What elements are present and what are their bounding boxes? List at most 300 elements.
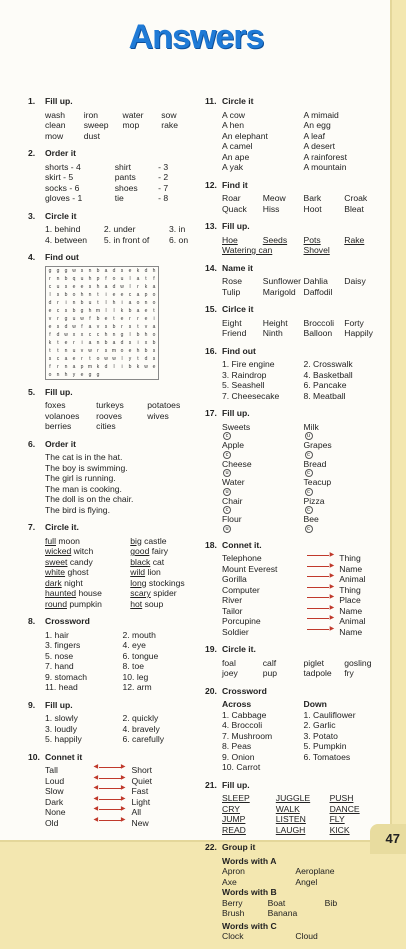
answer-row: Cheese u Bread c [222,458,327,476]
answer-row: 9. Onion 6. Tomatoes [222,751,351,762]
grid-letter: s [48,355,52,362]
answer-row: Axe Angel [222,876,318,887]
grid-letter: a [104,283,108,290]
grid-letter: i [65,299,67,306]
grid-letter: n [88,291,92,298]
grid-letter: a [112,339,116,346]
answer-row: Eight Height Broccoli Forty [222,317,364,328]
grid-letter: t [145,275,147,282]
question-11: 11. Circle it A cow A mimaid A hen An egg An elephant A leaf A camel A desert An ape A rainforest A yak A mountain [205,96,385,173]
answer-row: 1. slowly 2. quickly [45,713,159,723]
question-19: 19. Circle it. foal calf piglet gosling joey pup tadpole fry [205,644,385,679]
answer-row: shorts - 4 shirt - 3 [45,161,169,172]
grid-letter: w [80,315,84,322]
answer-row: Flour u Bee c [222,514,319,532]
grid-letter: b [128,363,132,370]
grid-letter: l [129,275,131,282]
grid-letter: q [72,275,76,282]
question-22: 22. Group it Words with A Apron Aeroplane Axe Angel Words with B Berry Boat Bib Brush Banana Words with C Clock Cloud [205,842,385,942]
answer-row: 4. Broccoli 2. Garlic [222,720,336,730]
question-13: 13. Fill up. Hoe Seeds Pots Rake Watering can Shovel [205,221,385,256]
answer-row: 1. hair 2. mouth [45,629,156,640]
answer-row: 8. Peas 5. Pumpkin [222,741,347,751]
grid-letter: l [129,283,131,290]
grid-letter: n [112,331,116,338]
answer-row: Mount Everest ▶ Name [222,562,363,574]
answer-row: 9. stomach 10. leg [45,671,149,682]
grid-letter: e [144,307,148,314]
grid-letter: r [137,283,139,290]
double-arrow-icon: ▶ ◀ [95,776,125,782]
question-21: 21. Fill up. SLEEP JUGGLE PUSH CRY WALK DANCE JUMP LISTEN FLY READ LAUGH KICK [205,780,385,836]
question-12: 12. Find it Roar Meow Bark Croak Quack Hiss Hoot Bleat [205,180,385,215]
arrow-icon: ▶ [303,627,333,633]
grid-letter: c [96,331,100,338]
answer-row: full moon big castle [45,535,167,546]
answer-row: Computer ▶ Thing [222,583,361,595]
question-2: 2. Order it shorts - 4 shirt - 3 skirt - 5 pants - 2 socks - 6 shoes - 7 gloves - 1 tie - 8 [28,148,200,204]
answer-row: None ▶ ◀ All [45,807,200,818]
sentence: The bird is flying. [45,504,110,515]
sentence: The cat is in the hat. [45,452,123,462]
grid-letter: e [112,291,116,298]
grid-letter: x [144,339,148,346]
answer-row: 10. Carrot [222,762,261,772]
grid-letter: f [105,275,107,282]
grid-letter: l [113,307,115,314]
answer-row: Quack Hiss Hoot Bleat [222,203,364,214]
grid-letter: g [120,331,124,338]
answer-row: clean sweep mop rake [45,120,178,130]
grid-letter: s [120,267,124,274]
grid-letter: b [64,275,68,282]
answer-row: volanoes rooves wives [45,410,169,421]
grid-letter: o [152,299,156,306]
question-7: 7. Circle it. full moon big castle wicked witch good fairy sweet candy black cat white ghost wild lion dark night long stockings haunted house scary spider round pumpkin hot soup [28,522,200,609]
grid-letter: i [153,315,155,322]
grid-letter: w [88,347,92,354]
answer-row: 7. Mushroom 3. Potato [222,730,338,741]
answer-row: Apple c Grapes c [222,440,332,458]
answer-row: Watering can Shovel [222,245,330,255]
grid-letter: o [152,291,156,298]
grid-letter: e [80,283,84,290]
grid-letter: g [64,267,68,274]
grid-letter: w [120,283,124,290]
group-heading: Words with C [222,920,277,931]
grid-letter: d [120,339,124,346]
answer-row: JUMP LISTEN FLY [222,814,345,824]
grid-letter: l [105,299,107,306]
grid-letter: d [48,299,52,306]
group-heading: Words with A [222,855,277,866]
answer-row: sweet candy black cat [45,556,165,567]
answer-row: foxes turkeys potatoes [45,400,181,410]
grid-letter: l [105,307,107,314]
grid-letter: d [104,363,108,370]
grid-letter: l [121,355,123,362]
grid-letter: w [144,363,148,370]
grid-letter: i [121,299,123,306]
grid-letter: u [120,275,124,282]
answer-row: 11. head 12. arm [45,682,152,692]
grid-letter: w [64,331,68,338]
answer-row: Soldier ▶ Name [222,625,363,637]
grid-letter: o [152,331,156,338]
answer-row: Loud ▶ ◀ Quiet [45,776,200,787]
answer-row: Sweets c Milk u [222,421,319,439]
grid-letter: f [49,363,51,370]
answer-row: An ape A rainforest [222,151,347,162]
grid-letter: k [144,283,148,290]
arrow-icon: ▶ [303,595,333,601]
question-9: 9. Fill up. 1. slowly 2. quickly 3. loudly 4. bravely 5. happily 6. carefully [28,700,200,745]
answer-row: River ▶ Place [222,594,361,605]
grid-letter: k [136,267,140,274]
grid-letter: s [128,323,132,330]
grid-letter: k [48,339,52,346]
grid-letter: o [120,347,124,354]
answer-row: A camel A desert [222,141,336,151]
grid-letter: m [95,307,101,314]
answer-row: round pumpkin hot soup [45,598,164,609]
page-number: 47 [385,831,400,846]
grid-letter: w [104,355,108,362]
question-20: 20. Crossword Across Down 1. Cabbage 1. Cauliflower 4. Broccoli 2. Garlic 7. Mushroom 3. Potato 8. Peas 5. Pumpkin 9. Onion 6. Tomatoes 10. Carrot [205,686,385,773]
grid-letter: s [88,283,92,290]
answer-row: wicked witch good fairy [45,546,169,556]
grid-letter: r [121,323,123,330]
grid-letter: h [152,267,156,274]
grid-letter: y [128,355,132,362]
grid-letter: a [152,323,156,330]
answer-row: 5. nose 6. tongue [45,650,159,661]
grid-letter: e [144,315,148,322]
grid-letter: f [81,323,83,330]
grid-letter: a [88,323,92,330]
grid-letter: e [128,267,132,274]
grid-letter: a [136,291,140,298]
answer-row: Berry Boat Bib [222,897,338,908]
question-3: 3. Circle it 1. behind 2. under 3. in 4. between 5. in front of 6. on [28,211,200,246]
answer-row: Water u Teacup c [222,477,332,495]
answer-row: Clock Cloud [222,931,318,941]
grid-letter: b [144,347,148,354]
grid-letter: s [128,339,132,346]
answer-row: Chair c Pizza c [222,495,325,513]
grid-letter: r [81,355,83,362]
grid-letter: h [96,283,100,290]
grid-letter: d [64,323,68,330]
grid-letter: t [137,323,139,330]
answer-row: Apron Aeroplane [222,866,335,876]
answer-row: 3. Raindrop 4. Basketball [222,369,353,380]
left-column [28,96,200,835]
answer-row: foal calf piglet gosling [222,657,372,668]
question-1: 1. Fill up. wash iron water sow clean sweep mop rake mow dust [28,96,200,141]
grid-letter: p [80,363,84,370]
arrow-icon: ▶ [303,574,333,580]
word-search-grid [45,266,159,380]
grid-letter: a [128,299,132,306]
grid-letter: r [49,275,51,282]
grid-letter: c [56,307,60,314]
answer-row: gloves - 1 tie - 8 [45,193,169,203]
question-18: 18. Connet it. Telephone ▶ Thing Mount Everest ▶ Name Gorilla ▶ Animal Computer ▶ Thing River ▶ Place Tailor ▶ Name Porcupine ▶ Animal Soldier ▶ Name [205,540,385,638]
arrow-icon: ▶ [303,553,333,559]
grid-letter: e [128,347,132,354]
grid-letter: n [64,363,68,370]
grid-letter: n [72,299,76,306]
grid-letter: s [64,307,68,314]
answer-row: Hoe Seeds Pots Rake [222,234,365,245]
grid-letter: i [81,339,83,346]
grid-letter: h [80,291,84,298]
answer-row: socks - 6 shoes - 7 [45,182,169,193]
grid-letter: l [49,291,51,298]
grid-letter: r [57,299,59,306]
grid-letter: o [72,291,76,298]
grid-letter: h [104,331,108,338]
answer-row: 4. between 5. in front of 6. on [45,234,189,245]
answer-row: skirt - 5 pants - 2 [45,172,169,182]
grid-letter: r [57,315,59,322]
answer-row: A yak A mountain [222,162,347,172]
arrow-icon: ▶ [303,616,333,622]
grid-letter: s [104,323,108,330]
grid-letter: o [112,275,116,282]
grid-letter: m [111,347,117,354]
grid-letter: n [88,267,92,274]
sentence: The girl is running. [45,473,116,483]
double-arrow-icon: ▶ ◀ [95,786,125,792]
grid-letter: e [72,355,76,362]
grid-letter: e [120,315,124,322]
grid-letter: e [72,283,76,290]
grid-letter: t [113,315,115,322]
grid-letter: n [56,275,60,282]
grid-letter: n [144,299,148,306]
answer-row: Roar Meow Bark Croak [222,193,368,203]
answer-row: An elephant A leaf [222,130,326,141]
group-heading: Words with B [222,887,277,897]
grid-letter: b [152,339,156,346]
grid-letter: g [56,267,60,274]
page-title: Answers [128,18,264,56]
question-8: 8. Crossword 1. hair 2. mouth 3. fingers 4. eye 5. nose 6. tongue 7. hand 8. toe 9. stomach 10. leg 11. head 12. arm [28,616,200,693]
answer-row: Gorilla ▶ Animal [222,573,366,584]
question-5: 5. Fill up. foxes turkeys potatoes volanoes rooves wives berries cities [28,387,200,432]
grid-letter: u [72,315,76,322]
grid-letter: h [144,331,148,338]
grid-letter: g [80,307,84,314]
grid-letter: r [129,315,131,322]
answer-row: A hen An egg [222,120,331,130]
grid-letter: w [72,323,76,330]
grid-letter: u [88,299,92,306]
grid-letter: a [72,363,76,370]
grid-letter: v [80,347,84,354]
grid-letter: y [72,371,76,378]
grid-letter: t [97,299,99,306]
grid-letter: b [112,323,116,330]
answer-row: Telephone ▶ Thing [222,552,361,563]
answer-row: 7. hand 8. toe [45,661,145,671]
grid-letter: m [87,363,93,370]
grid-letter: g [48,267,52,274]
grid-letter: t [137,355,139,362]
answer-row: Brush Banana [222,908,298,918]
answer-row: SLEEP JUGGLE PUSH [222,793,354,803]
grid-letter: t [89,355,91,362]
answer-row: 5. Seashell 6. Pancake [222,380,347,390]
grid-letter: p [96,275,100,282]
sentence: The man is cooking. [45,483,122,494]
answer-row: 7. Cheesecake 8. Meatball [222,390,346,401]
question-6: 6. Order it The cat is in the hat. The boy is swimming. The girl is running. The man is cooking. The doll is on the chair. The bird is flying. [28,439,200,516]
grid-letter: f [153,275,155,282]
answer-row: haunted house scary spider [45,588,177,598]
answer-row: Tailor ▶ Name [222,604,363,616]
grid-letter: v [144,323,148,330]
answer-row: Rose Sunflower Dahlia Daisy [222,276,366,286]
answer-row: Tall ▶ ◀ Short [45,765,200,776]
grid-letter: b [64,291,68,298]
grid-letter: r [97,347,99,354]
grid-letter: g [96,371,100,378]
grid-letter: c [88,331,92,338]
grid-letter: k [96,363,100,370]
grid-letter: s [64,283,68,290]
double-arrow-icon: ▶ ◀ [95,765,125,771]
grid-letter: d [112,267,116,274]
grid-letter: n [96,339,100,346]
grid-letter: x [80,331,84,338]
answer-row: 3. loudly 4. bravely [45,723,160,734]
grid-letter: v [48,315,52,322]
grid-letter: v [96,323,100,330]
grid-letter: l [129,331,131,338]
answer-row: 1. Cabbage 1. Cauliflower [222,709,356,720]
grid-letter: b [96,315,100,322]
grid-letter: w [112,355,116,362]
grid-letter: n [64,347,68,354]
grid-letter: h [64,371,68,378]
question-15: 15. Cirlce it Eight Height Broccoli Forty Friend Ninth Balloon Happily [205,304,385,339]
answer-row: Slow ▶ ◀ Fast [45,786,200,797]
grid-letter: b [104,339,108,346]
question-17: 17. Fill up. Sweets c Milk u Apple c Grapes c Cheese u Bread c Water u Teacup c Chair c Pizza c Flour u Bee c [205,408,385,533]
grid-letter: e [80,371,84,378]
grid-letter: r [57,363,59,370]
grid-letter: c [128,291,132,298]
grid-letter: h [136,347,140,354]
grid-letter: l [113,363,115,370]
grid-letter: e [120,291,124,298]
grid-letter: s [56,291,60,298]
grid-letter: b [128,307,132,314]
grid-letter: g [64,315,68,322]
grid-letter: b [96,267,100,274]
grid-letter: h [112,299,116,306]
grid-letter: s [80,267,84,274]
grid-letter: e [48,323,52,330]
grid-letter: c [56,355,60,362]
answer-row: joey pup tadpole fry [222,668,354,678]
grid-letter: u [80,275,84,282]
answer-row: Tulip Marigold Daffodil [222,286,333,297]
answer-row: berries cities [45,421,116,431]
question-16: 16. Find out 1. Fire engine 2. Crosswalk 3. Raindrop 4. Basketball 5. Seashell 6. Pancake 7. Cheesecake 8. Meatball [205,346,385,402]
answer-row: 5. happily 6. carefully [45,734,165,744]
grid-letter: e [48,307,52,314]
grid-letter: k [136,363,140,370]
grid-letter: t [153,307,155,314]
question-10: 10. Connet it Tall ▶ ◀ Short Loud ▶ ◀ Quiet Slow ▶ ◀ Fast Dark ▶ ◀ Light None ▶ ◀ All Old ▶ ◀ New [28,752,200,829]
grid-letter: t [57,347,59,354]
sentence: The doll is on the chair. [45,494,134,504]
grid-letter: u [56,283,60,290]
grid-letter: g [88,371,92,378]
grid-letter: a [104,267,108,274]
grid-letter: n [56,371,60,378]
grid-letter: u [72,347,76,354]
answer-row: dark night long stockings [45,577,185,588]
arrow-icon: ▶ [303,585,333,591]
answer-row: Old ▶ ◀ New [45,818,200,829]
grid-letter: s [152,347,156,354]
grid-letter: a [88,339,92,346]
grid-letter: f [89,315,91,322]
grid-letter: a [152,283,156,290]
answer-row: READ LAUGH KICK [222,824,350,835]
grid-letter: r [73,339,75,346]
grid-letter: b [136,331,140,338]
grid-letter: i [137,339,139,346]
arrow-icon: ▶ [303,606,333,612]
grid-letter: d [144,267,148,274]
grid-letter: a [136,275,140,282]
right-column [205,96,385,949]
grid-letter: c [48,283,52,290]
answer-row: 1. Fire engine 2. Crosswalk [222,359,353,369]
grid-letter: d [112,283,116,290]
answer-row: 3. fingers 4. eye [45,640,146,650]
question-4: 4. Find out g g g w s n b a d s e k d h r n b q u h p f o u l a t f c u s e e s h a d w l r k a l s b o h n t i e e c a p o d r i n b u t l h i a o n o e c s b g h m l l k b a e t v r g u w f b e t e r r e i e s d w f a v s b r s t v a f d w x x c c h n g l b h o k t e r i a n b a d s i x b t t n u v w r s m o e h b s s c a e r t o w w l y t d s f r n a p m k d l i b k w e o n h y e g g [28,252,200,380]
answer-row: mow dust [45,130,100,141]
grid-letter: x [72,331,76,338]
grid-letter: i [121,363,123,370]
grid-letter: t [97,291,99,298]
arrow-icon: ▶ [303,564,333,570]
answer-row: A cow A mimaid [222,109,339,120]
double-arrow-icon: ▶ ◀ [95,818,125,824]
grid-letter: a [64,355,68,362]
grid-letter: o [136,299,140,306]
grid-letter: s [56,323,60,330]
grid-letter: e [152,363,156,370]
double-arrow-icon: ▶ ◀ [95,807,125,813]
grid-letter: a [136,307,140,314]
sentence: The boy is swimming. [45,462,128,473]
grid-letter: d [144,355,148,362]
grid-letter: f [49,331,51,338]
grid-letter: h [88,275,92,282]
grid-letter: s [152,355,156,362]
answer-row: 1. behind 2. under 3. in [45,224,186,234]
answer-row: Dark ▶ ◀ Light [45,797,200,808]
question-14: 14. Name it Rose Sunflower Dahlia Daisy Tulip Marigold Daffodil [205,263,385,298]
